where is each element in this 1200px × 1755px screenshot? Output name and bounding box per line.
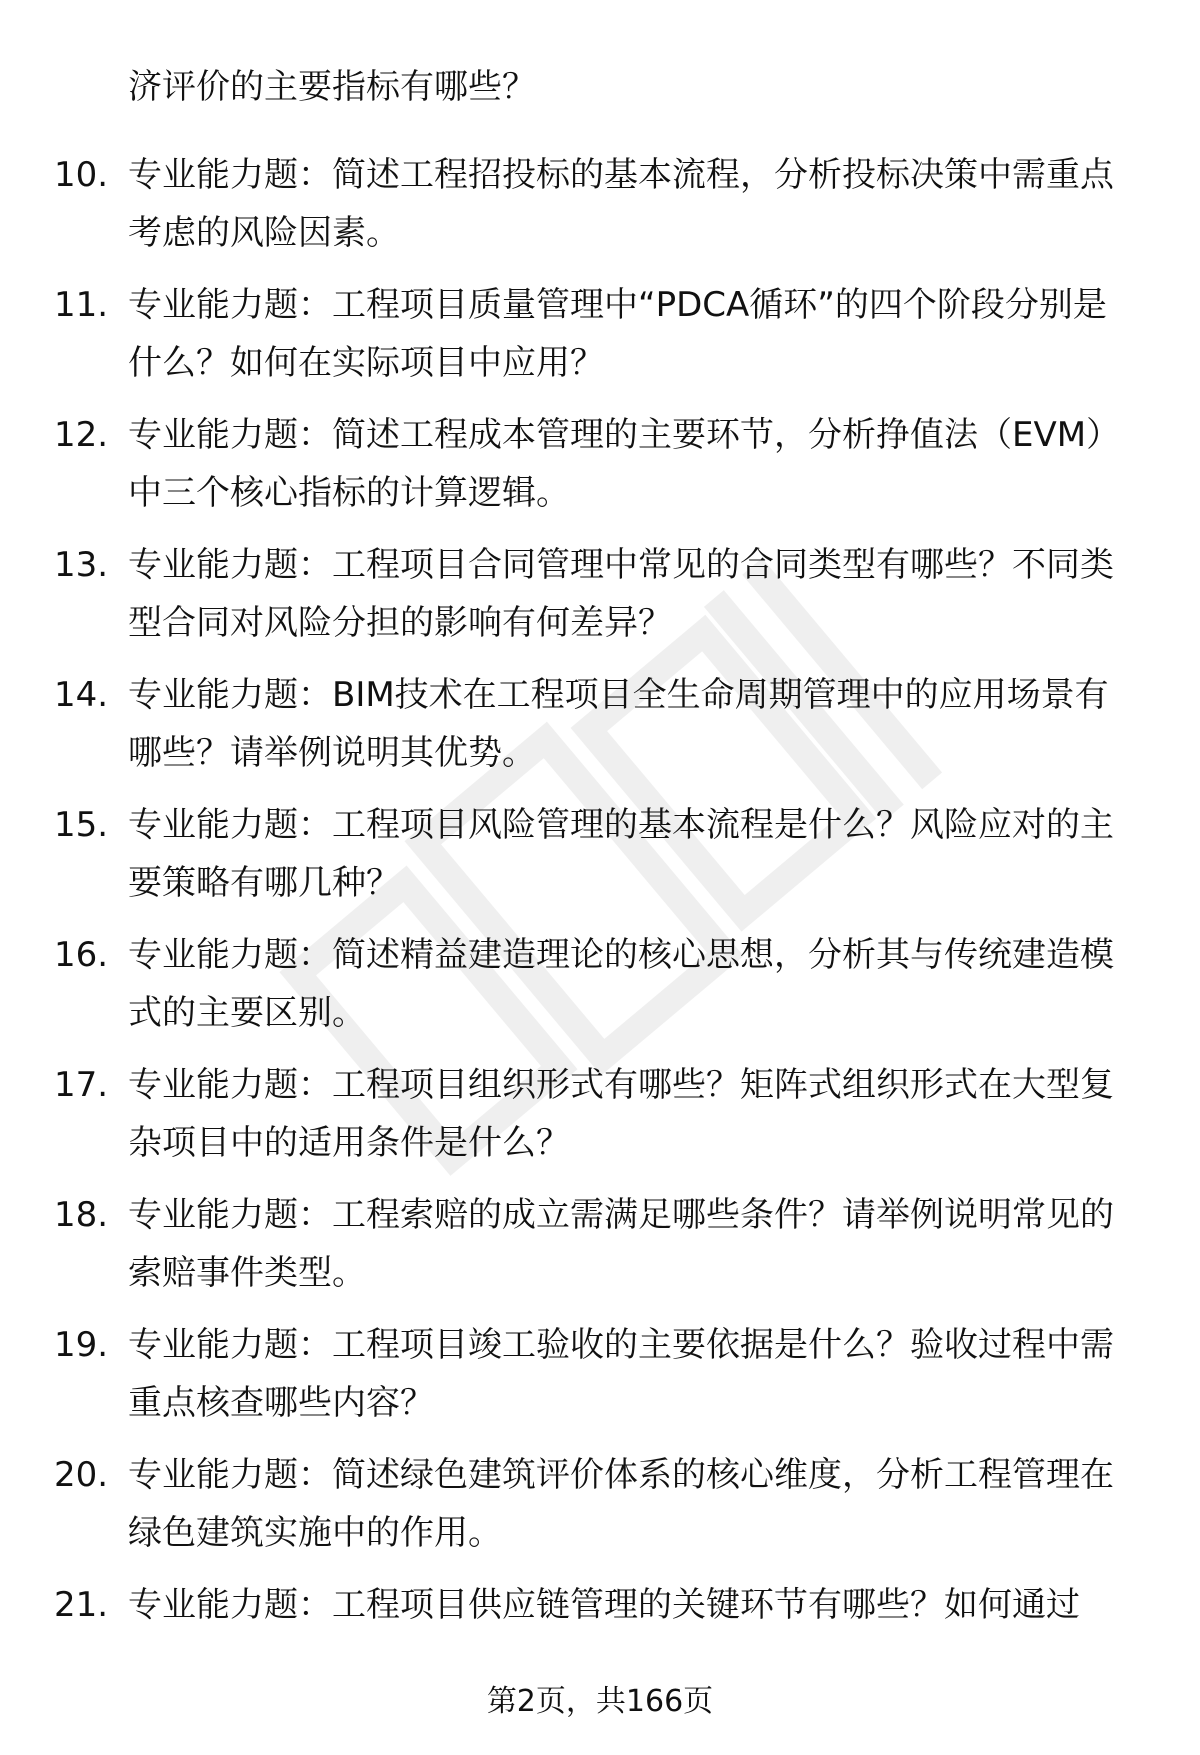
question-number: 10. [54,155,109,195]
question-item [0,1180,1200,1310]
question-item [0,660,1200,790]
question-item [0,530,1200,660]
question-number: 11. [54,285,109,325]
question-item [0,790,1200,920]
question-item [0,920,1200,1050]
question-text: 专业能力题：工程项目合同管理中常见的合同类型有哪些？不同类型合同对风险分担的影响有何差异？ [128,545,1114,643]
question-number: 12. [54,415,109,455]
question-item [0,400,1200,530]
question-text: 专业能力题：简述精益建造理论的核心思想，分析其与传统建造模式的主要区别。 [128,935,1114,1033]
question-text: 专业能力题：BIM技术在工程项目全生命周期管理中的应用场景有哪些？请举例说明其优势。 [128,675,1109,773]
question-number: 15. [54,805,109,845]
question-number: 19. [54,1325,109,1365]
continuation-text: 济评价的主要指标有哪些？ [128,67,536,107]
question-number: 14. [54,675,109,715]
question-item [0,1440,1200,1570]
question-number: 13. [54,545,109,585]
question-text: 专业能力题：工程项目质量管理中“PDCA循环”的四个阶段分别是什么？如何在实际项目中应用？ [128,285,1107,383]
question-text: 专业能力题：工程项目风险管理的基本流程是什么？风险应对的主要策略有哪几种？ [128,805,1114,903]
question-item [0,1310,1200,1440]
question-text: 专业能力题：简述绿色建筑评价体系的核心维度，分析工程管理在绿色建筑实施中的作用。 [128,1455,1114,1553]
question-text: 专业能力题：简述工程成本管理的主要环节，分析挣值法（EVM）中三个核心指标的计算逻辑。 [128,415,1121,513]
question-item [0,1050,1200,1180]
question-text: 专业能力题：工程项目竣工验收的主要依据是什么？验收过程中需重点核查哪些内容？ [128,1325,1114,1423]
question-item [0,270,1200,400]
question-text: 专业能力题：简述工程招投标的基本流程，分析投标决策中需重点考虑的风险因素。 [128,155,1114,253]
question-item [0,140,1200,270]
question-number: 16. [54,935,109,975]
question-text: 专业能力题：工程索赔的成立需满足哪些条件？请举例说明常见的索赔事件类型。 [128,1195,1114,1293]
question-number: 21. [54,1585,109,1625]
question-text: 专业能力题：工程项目组织形式有哪些？矩阵式组织形式在大型复杂项目中的适用条件是什么？ [128,1065,1114,1163]
question-list [0,140,1200,1700]
question-number: 17. [54,1065,109,1105]
question-number: 18. [54,1195,109,1235]
question-item [0,1570,1200,1700]
question-number: 20. [54,1455,109,1495]
question-text: 专业能力题：工程项目供应链管理的关键环节有哪些？如何通过 [128,1585,1080,1625]
page-footer: 第2页，共166页 [486,1684,714,1719]
